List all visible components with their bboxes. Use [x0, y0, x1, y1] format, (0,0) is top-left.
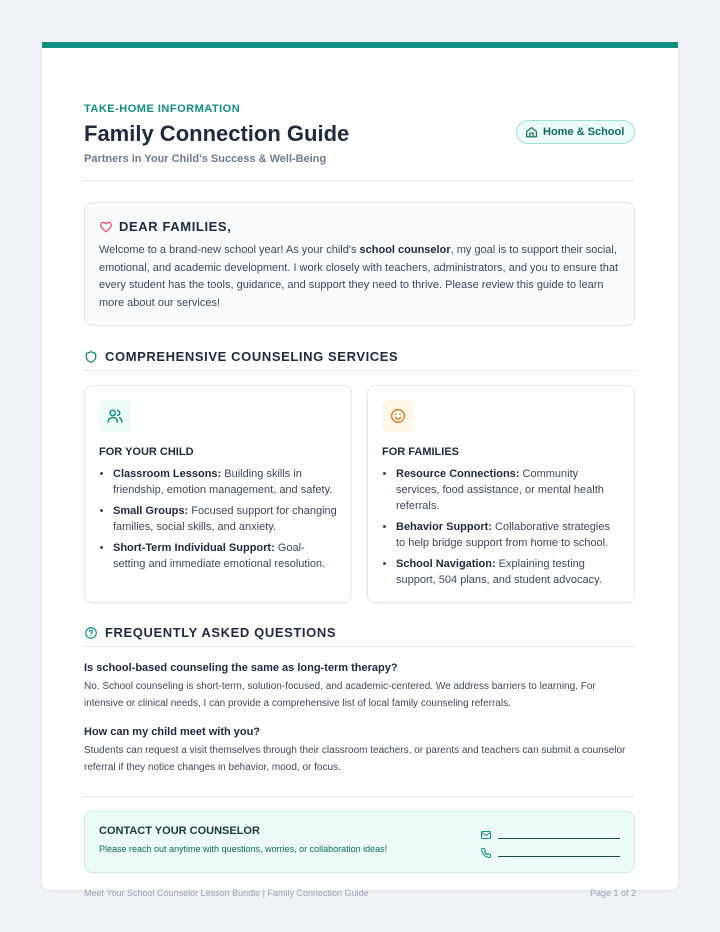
shield-icon	[84, 350, 98, 364]
service-card-child	[84, 385, 352, 603]
contact-divider	[84, 796, 635, 797]
faq-answer: Students can request a visit themselves through their classroom teachers, or parents and teachers can submit a counselor referral if they notice changes in behavior, mood, or focus.	[84, 745, 626, 773]
smile-icon	[389, 407, 407, 425]
eyebrow-label: TAKE-HOME INFORMATION	[84, 103, 241, 115]
faq-divider	[84, 646, 635, 647]
list-item	[113, 466, 337, 498]
welcome-heading	[99, 219, 620, 234]
item-text: Collaborative strategies to help bridge support from home to school.	[396, 521, 610, 549]
welcome-paragraph	[99, 242, 620, 312]
users-icon	[106, 407, 124, 425]
welcome-text-end: , my goal is to support their social, emotional, and academic development. I work closely with teachers, administrators, and you to ensure that every student has the tools, guidance, and support they need to thrive. Please review this guide to learn more about our services!	[99, 244, 619, 309]
faq-item	[84, 662, 635, 712]
footer-left: Meet Your School Counselor Lesson Bundle | Family Connection Guide	[84, 888, 369, 898]
home-icon	[525, 126, 538, 139]
footer-page-number: Page 1 of 2	[589, 888, 636, 898]
welcome-text-bold: school counselor	[359, 244, 451, 256]
item-text: Community services, food assistance, or mental health referrals.	[396, 468, 604, 512]
welcome-text-start: Welcome to a brand-new school year! As your child's	[99, 244, 360, 256]
item-label: Behavior Support:	[396, 521, 492, 533]
item-label: Short-Term Individual Support:	[113, 542, 275, 554]
item-label: School Navigation:	[396, 558, 496, 570]
email-line[interactable]	[480, 826, 620, 844]
service-list	[99, 466, 337, 572]
list-item	[396, 556, 620, 588]
contact-title: CONTACT YOUR COUNSELOR	[99, 825, 260, 837]
list-item	[113, 540, 337, 572]
services-heading-text: COMPREHENSIVE COUNSELING SERVICES	[105, 349, 399, 364]
item-label: Resource Connections:	[396, 468, 520, 480]
faq-heading-text: FREQUENTLY ASKED QUESTIONS	[105, 625, 337, 640]
document-page	[42, 42, 678, 898]
phone-blank-line[interactable]	[498, 856, 620, 857]
card-title: FOR YOUR CHILD	[99, 446, 194, 458]
card-icon-box	[99, 400, 131, 432]
help-circle-icon	[84, 626, 98, 640]
welcome-heading-text: DEAR FAMILIES,	[119, 219, 232, 234]
faq-question: Is school-based counseling the same as long-term therapy?	[84, 662, 398, 674]
faq-item	[84, 726, 635, 776]
card-icon-box	[382, 400, 414, 432]
header-divider	[84, 180, 635, 181]
contact-box	[84, 811, 635, 873]
home-school-badge	[516, 120, 635, 144]
page-title: Family Connection Guide	[84, 121, 350, 146]
item-label: Classroom Lessons:	[113, 468, 222, 480]
services-divider	[84, 370, 635, 371]
welcome-box	[84, 202, 635, 326]
item-text: Explaining testing support, 504 plans, and student advocacy.	[396, 558, 602, 586]
contact-fields	[480, 826, 620, 862]
service-list	[382, 466, 620, 588]
contact-subtitle: Please reach out anytime with questions, worries, or collaboration ideas!	[99, 844, 388, 854]
item-text: Focused support for changing families, social skills, and anxiety.	[113, 505, 337, 533]
list-item	[113, 503, 337, 535]
faq-answer: No. School counseling is short-term, solution-focused, and academic-centered. We address barriers to learning. For intensive or clinical needs, I can provide a comprehensive list of local family counseling referrals.	[84, 681, 596, 709]
list-item	[396, 519, 620, 551]
email-blank-line[interactable]	[498, 838, 620, 839]
faq-question: How can my child meet with you?	[84, 726, 261, 738]
card-title: FOR FAMILIES	[382, 446, 459, 458]
faq-heading	[84, 625, 336, 640]
service-card-families	[367, 385, 635, 603]
item-text: Goal-setting and immediate emotional resolution.	[113, 542, 326, 570]
item-label: Small Groups:	[113, 505, 189, 517]
list-item	[396, 466, 620, 514]
phone-line[interactable]	[480, 844, 620, 862]
mail-icon	[480, 829, 492, 841]
badge-label: Home & School	[543, 126, 625, 138]
item-text: Building skills in friendship, emotion management, and safety.	[113, 468, 333, 496]
services-heading	[84, 349, 398, 364]
page-subtitle: Partners in Your Child's Success & Well-Being	[84, 153, 327, 165]
heart-icon	[99, 220, 113, 234]
phone-icon	[480, 847, 492, 859]
